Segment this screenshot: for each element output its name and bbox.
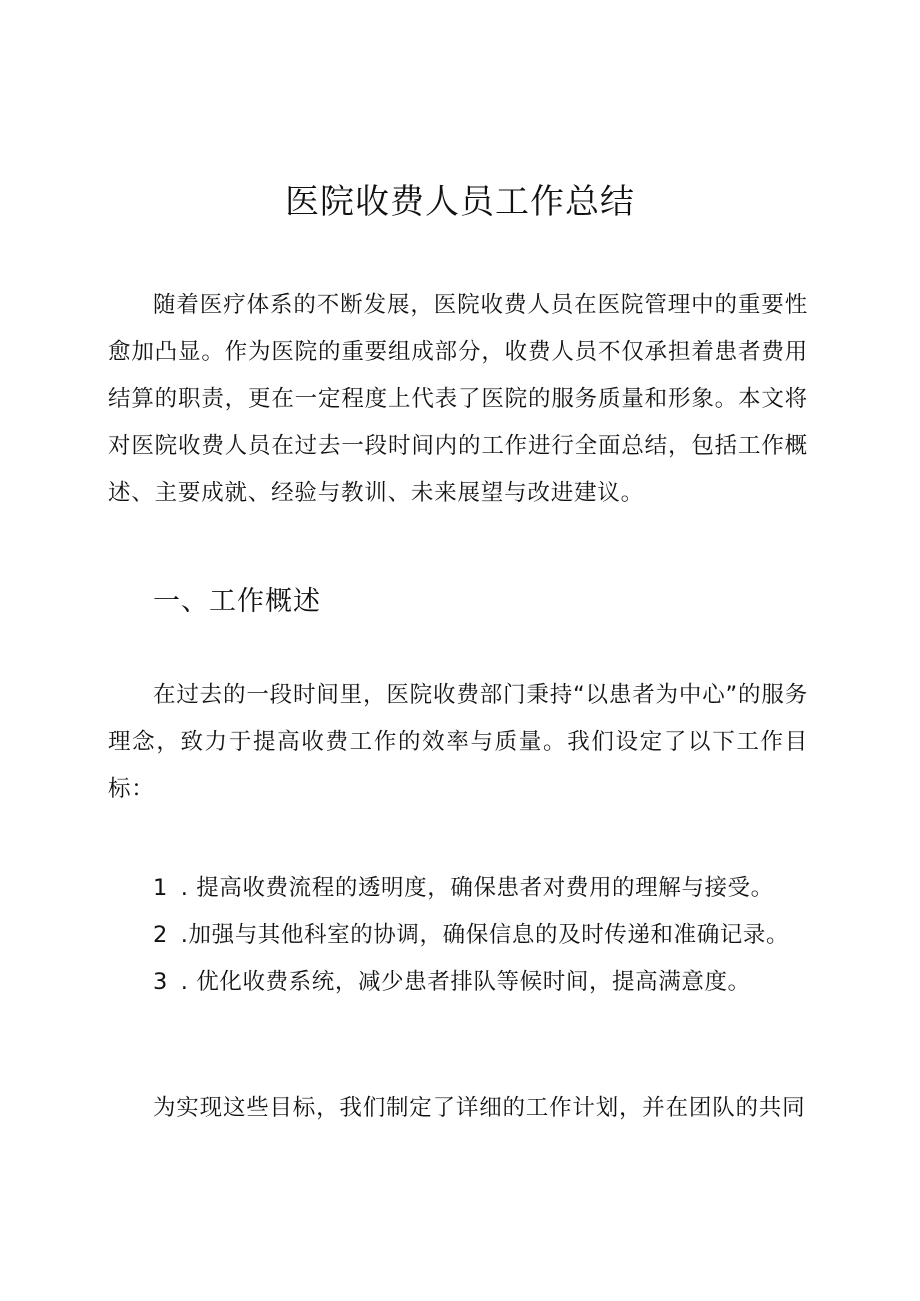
goal-text: .加强与其他科室的协调，确保信息的及时传递和准确记录。 bbox=[173, 922, 790, 948]
section-heading-overview: 一、工作概述 bbox=[153, 586, 321, 617]
goal-text: . 提高收费流程的透明度，确保患者对费用的理解与接受。 bbox=[173, 875, 774, 901]
goal-number: 2 bbox=[153, 922, 168, 948]
goal-list bbox=[153, 865, 833, 1006]
goal-number: 3 bbox=[153, 969, 168, 995]
goal-item-1 bbox=[153, 865, 833, 912]
goal-item-2 bbox=[153, 912, 833, 959]
intro-paragraph: 随着医疗体系的不断发展，医院收费人员在医院管理中的重要性愈加凸显。作为医院的重要组成部分，收费人员不仅承担着患者费用结算的职责，更在一定程度上代表了医院的服务质量和形象。本文将对医院收费人员在过去一段时间内的工作进行全面总结，包括工作概述、主要成就、经验与教训、未来展望与改进建议。 bbox=[108, 292, 808, 506]
goal-number: 1 bbox=[153, 875, 168, 901]
overview-paragraph: 在过去的一段时间里，医院收费部门秉持“以患者为中心”的服务理念，致力于提高收费工作的效率与质量。我们设定了以下工作目标： bbox=[108, 682, 808, 802]
closing-paragraph: 为实现这些目标，我们制定了详细的工作计划，并在团队的共同 bbox=[153, 1095, 806, 1121]
goal-text: . 优化收费系统，减少患者排队等候时间，提高满意度。 bbox=[173, 969, 751, 995]
document-title: 医院收费人员工作总结 bbox=[285, 182, 635, 222]
goal-item-3 bbox=[153, 959, 833, 1006]
